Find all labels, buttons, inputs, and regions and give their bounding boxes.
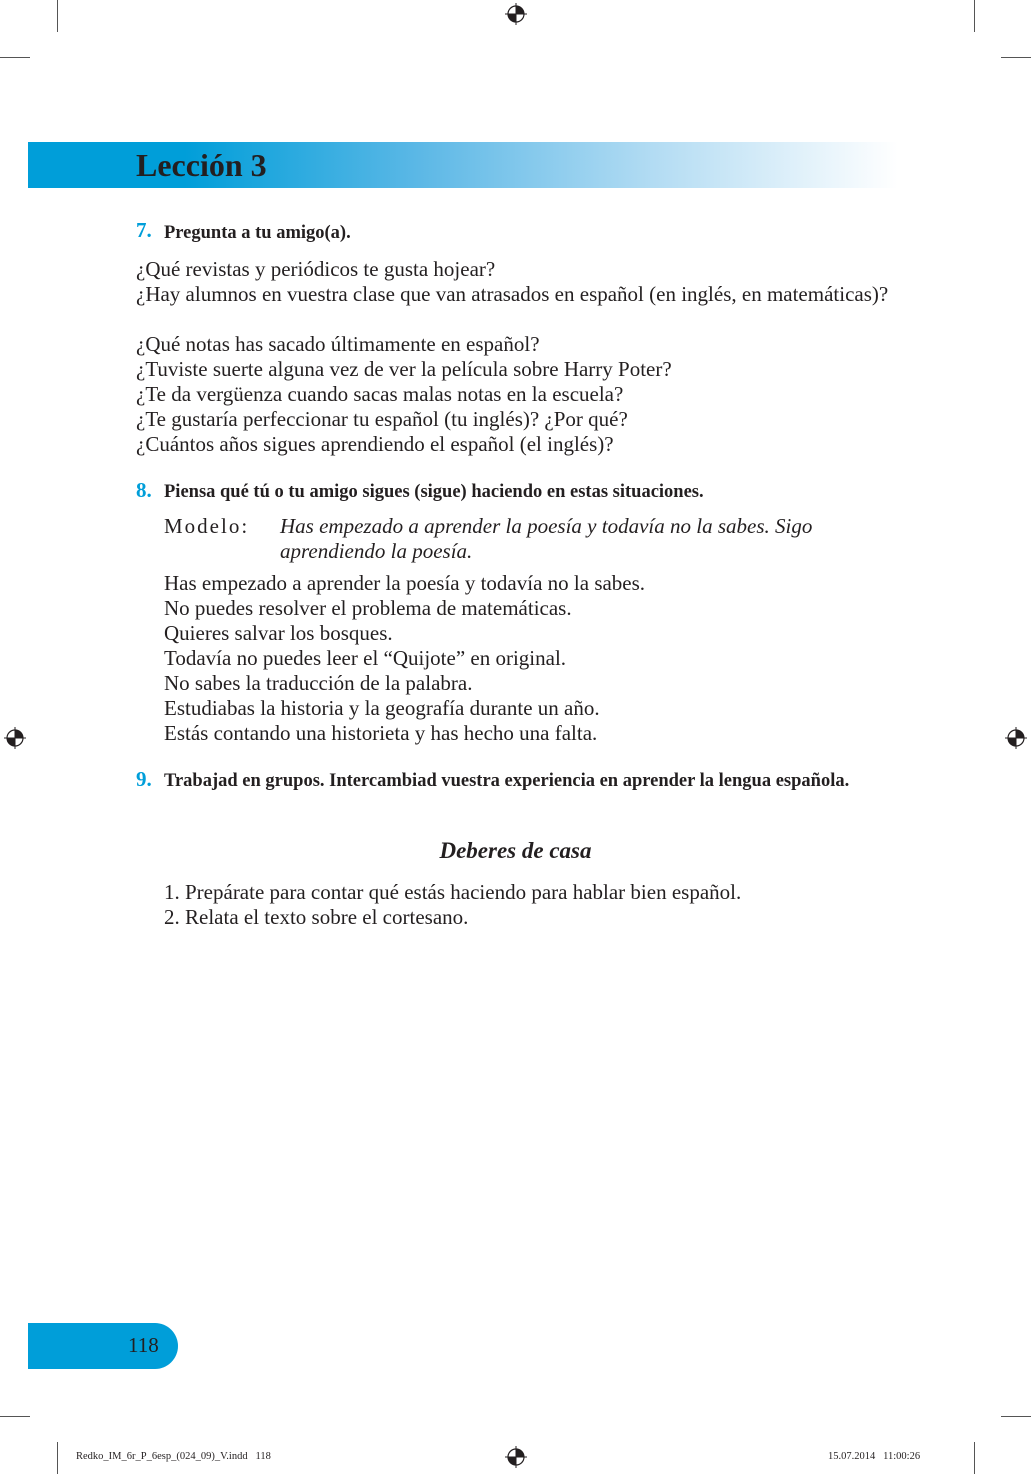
page-number: 118 xyxy=(128,1333,159,1357)
crop-mark xyxy=(0,1416,30,1417)
slug-datetime: 15.07.2014 11:00:26 xyxy=(828,1451,921,1462)
exercise-number: 7. xyxy=(136,218,152,242)
exercise-title: Pregunta a tu amigo(a). xyxy=(164,223,351,243)
question-line: ¿Cuántos años sigues aprendiendo el español (el inglés)? xyxy=(136,432,614,456)
question-line: ¿Qué notas has sacado últimamente en español? xyxy=(136,332,540,356)
crop-mark xyxy=(1001,57,1031,58)
crop-mark xyxy=(974,0,975,32)
question-line: ¿Hay alumnos en vuestra clase que van atrasados en español (en inglés, en matemáticas)? xyxy=(136,282,889,306)
exercise-number: 8. xyxy=(136,478,152,502)
question-line: ¿Te gustaría perfeccionar tu español (tu inglés)? ¿Por qué? xyxy=(136,407,628,431)
homework-item: 1. Prepárate para contar qué estás haciendo para hablar bien español. xyxy=(164,880,742,904)
situation-line: Todavía no puedes leer el “Quijote” en original. xyxy=(164,646,567,670)
situation-line: Estudiabas la historia y la geografía durante un año. xyxy=(164,696,600,720)
slug-filename: Redko_IM_6r_P_6esp_(024_09)_V.indd 118 xyxy=(76,1451,271,1462)
question-line: ¿Tuviste suerte alguna vez de ver la película sobre Harry Poter? xyxy=(136,357,672,381)
registration-mark-icon xyxy=(505,3,527,25)
situation-line: No puedes resolver el problema de matemáticas. xyxy=(164,596,572,620)
crop-mark xyxy=(57,1442,58,1474)
homework-heading: Deberes de casa xyxy=(439,838,592,863)
modelo-label: Modelo: xyxy=(164,514,250,538)
crop-mark xyxy=(974,1442,975,1474)
registration-mark-icon xyxy=(1005,727,1027,749)
situation-line: No sabes la traducción de la palabra. xyxy=(164,671,473,695)
modelo-example: Has empezado a aprender la poesía y todavía no la sabes. Sigo aprendiendo la poesía. xyxy=(280,514,813,563)
situation-line: Estás contando una historieta y has hecho una falta. xyxy=(164,721,598,745)
crop-mark xyxy=(57,0,58,32)
exercise-number: 9. xyxy=(136,767,152,791)
lesson-title: Lección 3 xyxy=(136,147,267,183)
question-line: ¿Te da vergüenza cuando sacas malas notas en la escuela? xyxy=(136,382,624,406)
crop-mark xyxy=(1001,1416,1031,1417)
exercise-title: Trabajad en grupos. Intercambiad vuestra experiencia en aprender la lengua española. xyxy=(164,771,850,791)
question-line: ¿Qué revistas y periódicos te gusta hojear? xyxy=(136,257,496,281)
registration-mark-icon xyxy=(505,1446,527,1468)
homework-item: 2. Relata el texto sobre el cortesano. xyxy=(164,905,469,929)
exercise-title: Piensa qué tú o tu amigo sigues (sigue) haciendo en estas situaciones. xyxy=(164,482,704,502)
situation-line: Has empezado a aprender la poesía y todavía no la sabes. xyxy=(164,571,646,595)
situation-line: Quieres salvar los bosques. xyxy=(164,621,393,645)
registration-mark-icon xyxy=(4,727,26,749)
crop-mark xyxy=(0,57,30,58)
